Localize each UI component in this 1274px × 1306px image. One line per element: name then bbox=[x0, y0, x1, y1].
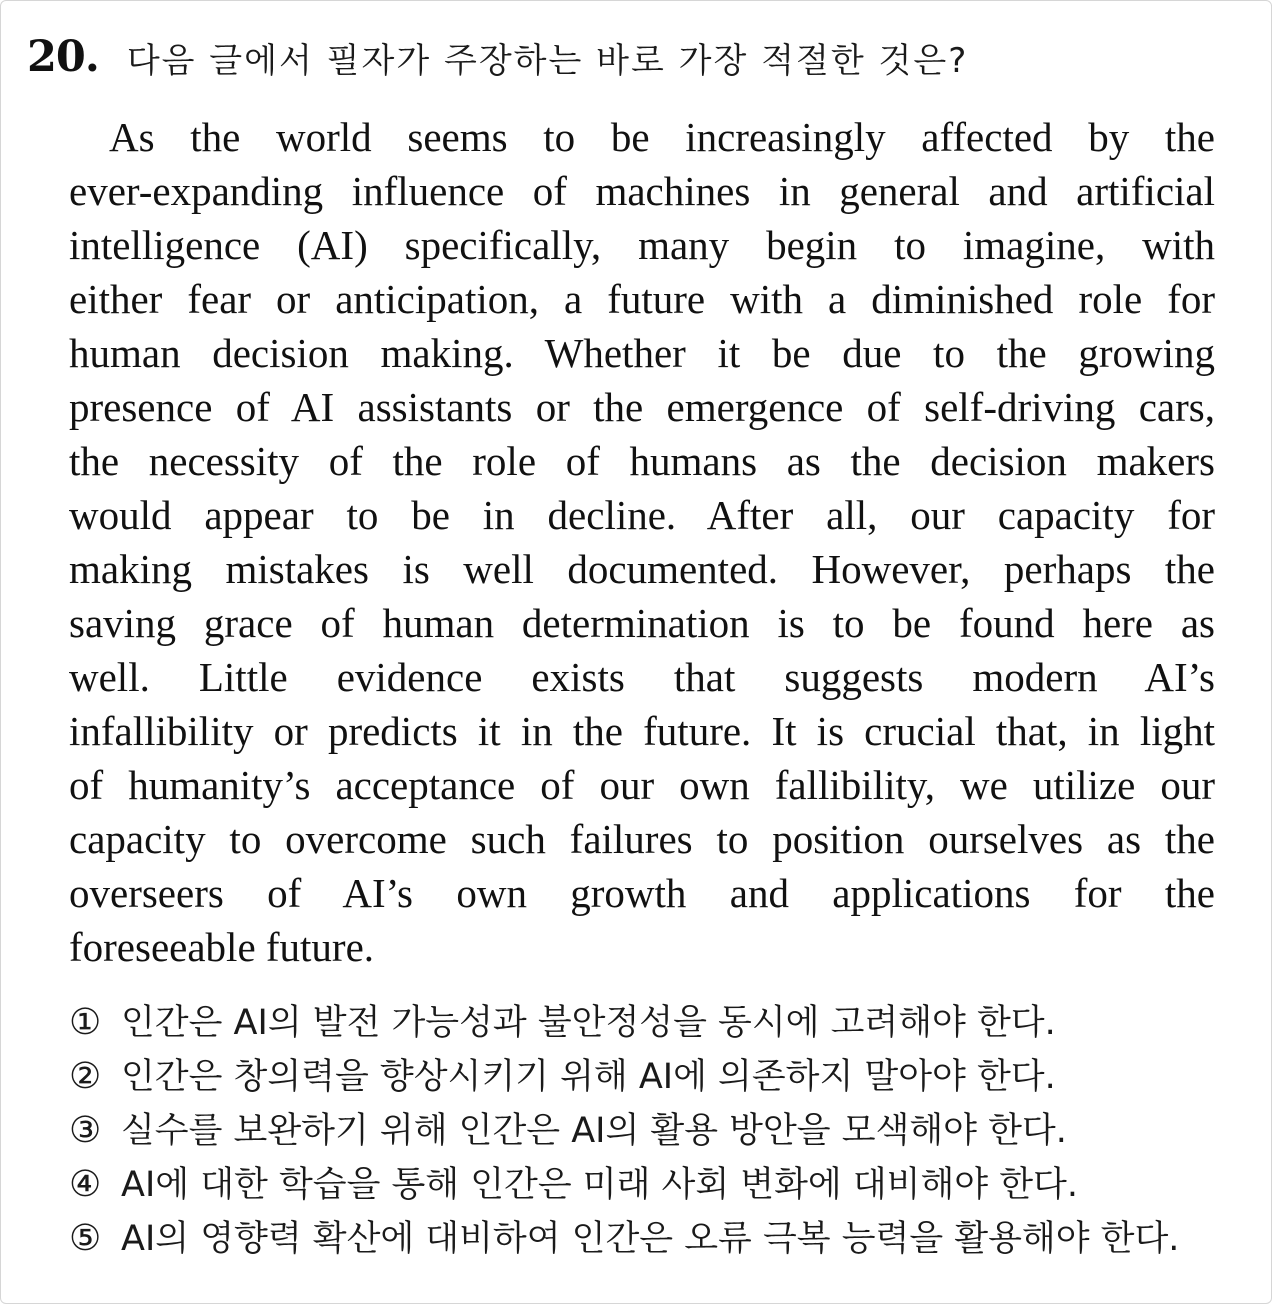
question-prompt: 다음 글에서 필자가 주장하는 바로 가장 적절한 것은? bbox=[126, 40, 969, 81]
answer-choice-3[interactable] bbox=[69, 1104, 1229, 1158]
answer-choice-1[interactable] bbox=[69, 996, 1229, 1050]
question-number: 20. bbox=[27, 32, 99, 82]
passage-line: human decision making. Whether it be due to the growing bbox=[69, 330, 1215, 376]
choice-text: 실수를 보완하기 위해 인간은 AI의 활용 방안을 모색해야 한다. bbox=[121, 1111, 1067, 1151]
passage-line: foreseeable future. bbox=[69, 924, 375, 970]
passage-line: well. Little evidence exists that suggests modern AI’s bbox=[69, 654, 1215, 700]
answer-choice-2[interactable] bbox=[69, 1050, 1229, 1104]
passage-line: would appear to be in decline. After all, our capacity for bbox=[69, 492, 1215, 538]
question-header bbox=[27, 22, 968, 92]
passage-line: As the world seems to be increasingly affected by the bbox=[109, 114, 1215, 160]
passage-line: capacity to overcome such failures to position ourselves as the bbox=[69, 816, 1215, 862]
passage-line: of humanity’s acceptance of our own fallibility, we utilize our bbox=[69, 762, 1215, 808]
passage-line: intelligence (AI) specifically, many begin to imagine, with bbox=[69, 222, 1215, 268]
passage-line: the necessity of the role of humans as the decision makers bbox=[69, 438, 1215, 484]
passage-line: ever-expanding influence of machines in general and artificial bbox=[69, 168, 1215, 214]
choice-text: 인간은 창의력을 향상시키기 위해 AI에 의존하지 말아야 한다. bbox=[121, 1057, 1056, 1097]
answer-choice-5[interactable] bbox=[69, 1212, 1229, 1266]
choice-marker: ③ bbox=[69, 1110, 102, 1151]
choice-marker: ① bbox=[69, 1002, 102, 1043]
choice-marker: ② bbox=[69, 1056, 102, 1097]
passage-line: infallibility or predicts it in the future. It is crucial that, in light bbox=[69, 708, 1215, 754]
passage-line: overseers of AI’s own growth and applications for the bbox=[69, 870, 1215, 916]
choice-marker: ⑤ bbox=[69, 1218, 102, 1259]
passage-line: presence of AI assistants or the emergence of self-driving cars, bbox=[69, 384, 1215, 430]
passage-line: making mistakes is well documented. However, perhaps the bbox=[69, 546, 1215, 592]
choice-text: AI에 대한 학습을 통해 인간은 미래 사회 변화에 대비해야 한다. bbox=[121, 1165, 1078, 1205]
passage-line: saving grace of human determination is to be found here as bbox=[69, 600, 1215, 646]
choice-text: 인간은 AI의 발전 가능성과 불안정성을 동시에 고려해야 한다. bbox=[121, 1003, 1056, 1043]
answer-choices bbox=[69, 996, 1229, 1266]
choice-text: AI의 영향력 확산에 대비하여 인간은 오류 극복 능력을 활용해야 한다. bbox=[121, 1219, 1180, 1259]
reading-passage bbox=[69, 110, 1215, 974]
passage-line: either fear or anticipation, a future with a diminished role for bbox=[69, 276, 1215, 322]
choice-marker: ④ bbox=[69, 1164, 102, 1205]
answer-choice-4[interactable] bbox=[69, 1158, 1229, 1212]
